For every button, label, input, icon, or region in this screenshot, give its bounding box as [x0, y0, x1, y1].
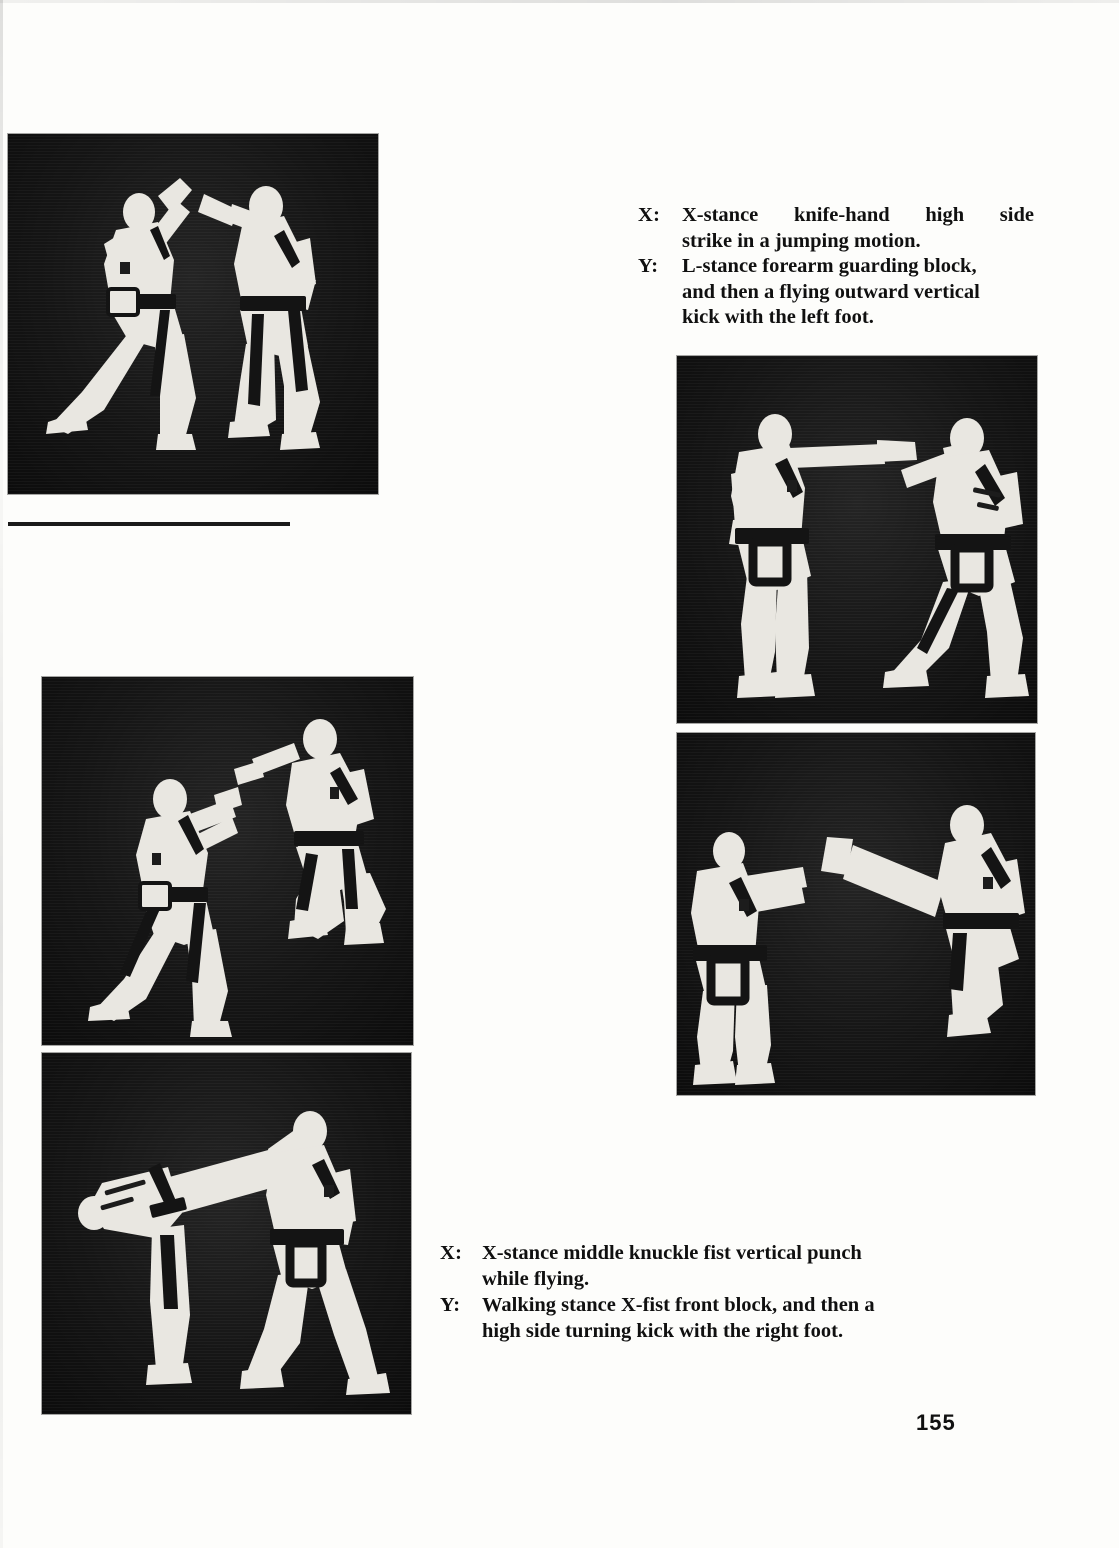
caption-row — [440, 1240, 980, 1292]
photo-top-right — [677, 356, 1037, 723]
photo-bottom-right — [677, 733, 1035, 1095]
section-rule — [8, 522, 290, 526]
caption-row — [440, 1292, 980, 1344]
caption-key-y: Y: — [440, 1294, 461, 1316]
page-number: 155 — [916, 1410, 956, 1435]
caption-body — [482, 1240, 980, 1292]
photo-top-left — [8, 134, 378, 494]
caption-line: while flying. — [482, 1268, 590, 1290]
scan-edge-top — [0, 0, 1119, 3]
caption-line — [682, 203, 1034, 229]
photo-bottom-left-figures — [42, 1053, 411, 1414]
caption-row — [638, 203, 1038, 254]
caption-body — [682, 203, 1038, 254]
photo-top-left-figures — [8, 134, 378, 494]
photo-bottom-right-figures — [677, 733, 1035, 1095]
caption-body — [682, 254, 1038, 331]
caption-word: X-stance — [682, 204, 759, 226]
caption-body — [482, 1292, 980, 1344]
caption-line: L-stance forearm guarding block, — [682, 255, 977, 277]
caption-word: high — [925, 204, 965, 226]
caption-key-x: X: — [440, 1242, 463, 1264]
caption-line: X-stance middle knuckle fist vertical punch — [482, 1242, 862, 1264]
caption-line: and then a flying outward vertical — [682, 280, 980, 303]
caption-key-x: X: — [638, 204, 661, 226]
photo-middle-left-figures — [42, 677, 413, 1045]
caption-line: kick with the left foot. — [682, 306, 874, 328]
caption-bottom — [440, 1240, 980, 1344]
caption-line: Walking stance X-fist front block, and then a — [482, 1294, 875, 1316]
caption-key-y: Y: — [638, 255, 659, 277]
caption-line: strike in a jumping motion. — [682, 229, 921, 252]
photo-middle-left — [42, 677, 413, 1045]
caption-word: side — [999, 204, 1034, 226]
caption-top-right — [638, 203, 1038, 331]
photo-bottom-left — [42, 1053, 411, 1414]
caption-line: high side turning kick with the right foot. — [482, 1320, 844, 1342]
scan-edge-left — [0, 0, 3, 1548]
caption-row — [638, 254, 1038, 331]
photo-top-right-figures — [677, 356, 1037, 723]
caption-word: knife-hand — [793, 204, 890, 226]
